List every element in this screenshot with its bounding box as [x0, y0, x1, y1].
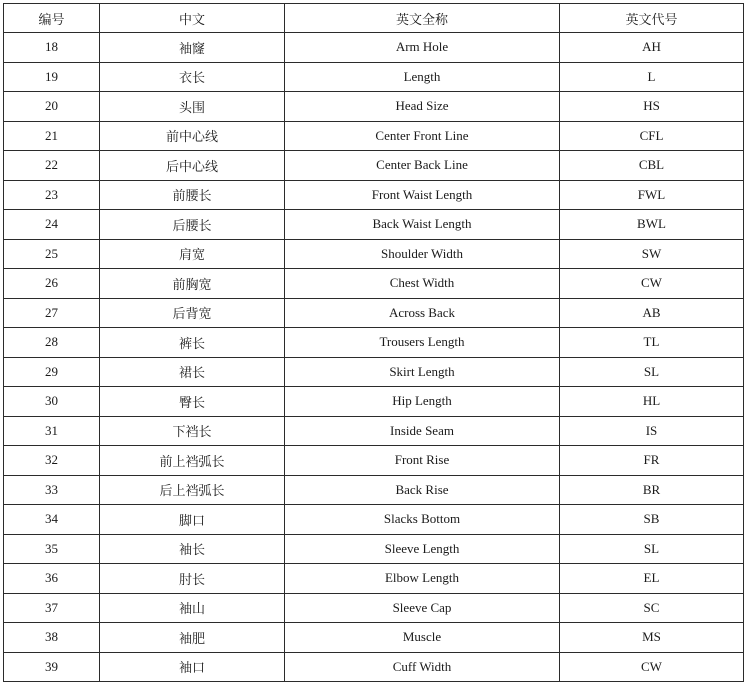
cell-english-code: BR	[560, 475, 744, 505]
terms-table	[3, 3, 744, 682]
cell-chinese: 袖窿	[100, 33, 285, 63]
cell-number: 28	[4, 328, 100, 358]
cell-english-code: SL	[560, 357, 744, 387]
table-row	[4, 298, 744, 328]
cell-number: 33	[4, 475, 100, 505]
table-row	[4, 151, 744, 181]
cell-number: 37	[4, 593, 100, 623]
cell-chinese: 肩宽	[100, 239, 285, 269]
cell-number: 23	[4, 180, 100, 210]
cell-english-code: FR	[560, 446, 744, 476]
table-row	[4, 328, 744, 358]
table-row	[4, 534, 744, 564]
cell-english-code: CBL	[560, 151, 744, 181]
cell-english-full-name: Inside Seam	[285, 416, 560, 446]
cell-english-code: HL	[560, 387, 744, 417]
cell-english-code: SB	[560, 505, 744, 535]
cell-english-full-name: Length	[285, 62, 560, 92]
table-row	[4, 239, 744, 269]
cell-english-code: EL	[560, 564, 744, 594]
header-number: 编号	[4, 4, 100, 33]
cell-number: 30	[4, 387, 100, 417]
table-row	[4, 33, 744, 63]
cell-number: 35	[4, 534, 100, 564]
table-row	[4, 475, 744, 505]
cell-number: 18	[4, 33, 100, 63]
table-row	[4, 652, 744, 682]
cell-english-full-name: Shoulder Width	[285, 239, 560, 269]
cell-english-full-name: Across Back	[285, 298, 560, 328]
table-row	[4, 62, 744, 92]
table-row	[4, 269, 744, 299]
header-row	[4, 4, 744, 33]
cell-number: 27	[4, 298, 100, 328]
cell-chinese: 后上裆弧长	[100, 475, 285, 505]
cell-chinese: 袖长	[100, 534, 285, 564]
table-row	[4, 357, 744, 387]
cell-english-code: SW	[560, 239, 744, 269]
header-english-code: 英文代号	[560, 4, 744, 33]
cell-chinese: 袖肥	[100, 623, 285, 653]
cell-chinese: 前中心线	[100, 121, 285, 151]
table-row	[4, 121, 744, 151]
cell-chinese: 前上裆弧长	[100, 446, 285, 476]
cell-number: 32	[4, 446, 100, 476]
cell-number: 36	[4, 564, 100, 594]
table-row	[4, 180, 744, 210]
table-header	[4, 4, 744, 33]
cell-chinese: 裙长	[100, 357, 285, 387]
cell-english-code: CW	[560, 269, 744, 299]
cell-english-code: FWL	[560, 180, 744, 210]
cell-number: 24	[4, 210, 100, 240]
cell-number: 31	[4, 416, 100, 446]
cell-chinese: 头围	[100, 92, 285, 122]
table-row	[4, 210, 744, 240]
cell-english-code: MS	[560, 623, 744, 653]
cell-chinese: 下裆长	[100, 416, 285, 446]
cell-number: 21	[4, 121, 100, 151]
cell-english-code: L	[560, 62, 744, 92]
cell-english-code: TL	[560, 328, 744, 358]
cell-english-full-name: Back Waist Length	[285, 210, 560, 240]
cell-number: 20	[4, 92, 100, 122]
cell-chinese: 后腰长	[100, 210, 285, 240]
cell-english-code: AB	[560, 298, 744, 328]
table-row	[4, 416, 744, 446]
cell-chinese: 臀长	[100, 387, 285, 417]
cell-english-full-name: Elbow Length	[285, 564, 560, 594]
cell-chinese: 袖口	[100, 652, 285, 682]
cell-chinese: 后背宽	[100, 298, 285, 328]
cell-english-full-name: Head Size	[285, 92, 560, 122]
cell-number: 39	[4, 652, 100, 682]
table-row	[4, 92, 744, 122]
cell-english-code: BWL	[560, 210, 744, 240]
cell-english-full-name: Back Rise	[285, 475, 560, 505]
cell-number: 29	[4, 357, 100, 387]
cell-number: 22	[4, 151, 100, 181]
cell-english-full-name: Slacks Bottom	[285, 505, 560, 535]
cell-english-full-name: Skirt Length	[285, 357, 560, 387]
table-row	[4, 623, 744, 653]
cell-english-full-name: Hip Length	[285, 387, 560, 417]
table-row	[4, 446, 744, 476]
cell-english-full-name: Front Rise	[285, 446, 560, 476]
cell-english-code: CW	[560, 652, 744, 682]
cell-english-code: SC	[560, 593, 744, 623]
cell-english-full-name: Muscle	[285, 623, 560, 653]
cell-english-code: CFL	[560, 121, 744, 151]
cell-english-full-name: Trousers Length	[285, 328, 560, 358]
table-row	[4, 387, 744, 417]
cell-chinese: 脚口	[100, 505, 285, 535]
cell-english-code: HS	[560, 92, 744, 122]
cell-number: 25	[4, 239, 100, 269]
cell-english-full-name: Front Waist Length	[285, 180, 560, 210]
cell-chinese: 裤长	[100, 328, 285, 358]
cell-number: 19	[4, 62, 100, 92]
cell-english-full-name: Center Front Line	[285, 121, 560, 151]
cell-english-full-name: Cuff Width	[285, 652, 560, 682]
table-row	[4, 564, 744, 594]
cell-chinese: 衣长	[100, 62, 285, 92]
cell-english-full-name: Sleeve Cap	[285, 593, 560, 623]
cell-english-full-name: Chest Width	[285, 269, 560, 299]
cell-english-code: AH	[560, 33, 744, 63]
cell-english-full-name: Arm Hole	[285, 33, 560, 63]
cell-number: 34	[4, 505, 100, 535]
header-english-full-name: 英文全称	[285, 4, 560, 33]
cell-chinese: 肘长	[100, 564, 285, 594]
cell-chinese: 前胸宽	[100, 269, 285, 299]
cell-english-full-name: Center Back Line	[285, 151, 560, 181]
cell-chinese: 后中心线	[100, 151, 285, 181]
cell-chinese: 袖山	[100, 593, 285, 623]
cell-english-full-name: Sleeve Length	[285, 534, 560, 564]
table-row	[4, 505, 744, 535]
table-row	[4, 593, 744, 623]
table-body	[4, 33, 744, 682]
cell-number: 26	[4, 269, 100, 299]
header-chinese: 中文	[100, 4, 285, 33]
cell-number: 38	[4, 623, 100, 653]
cell-chinese: 前腰长	[100, 180, 285, 210]
cell-english-code: SL	[560, 534, 744, 564]
cell-english-code: IS	[560, 416, 744, 446]
